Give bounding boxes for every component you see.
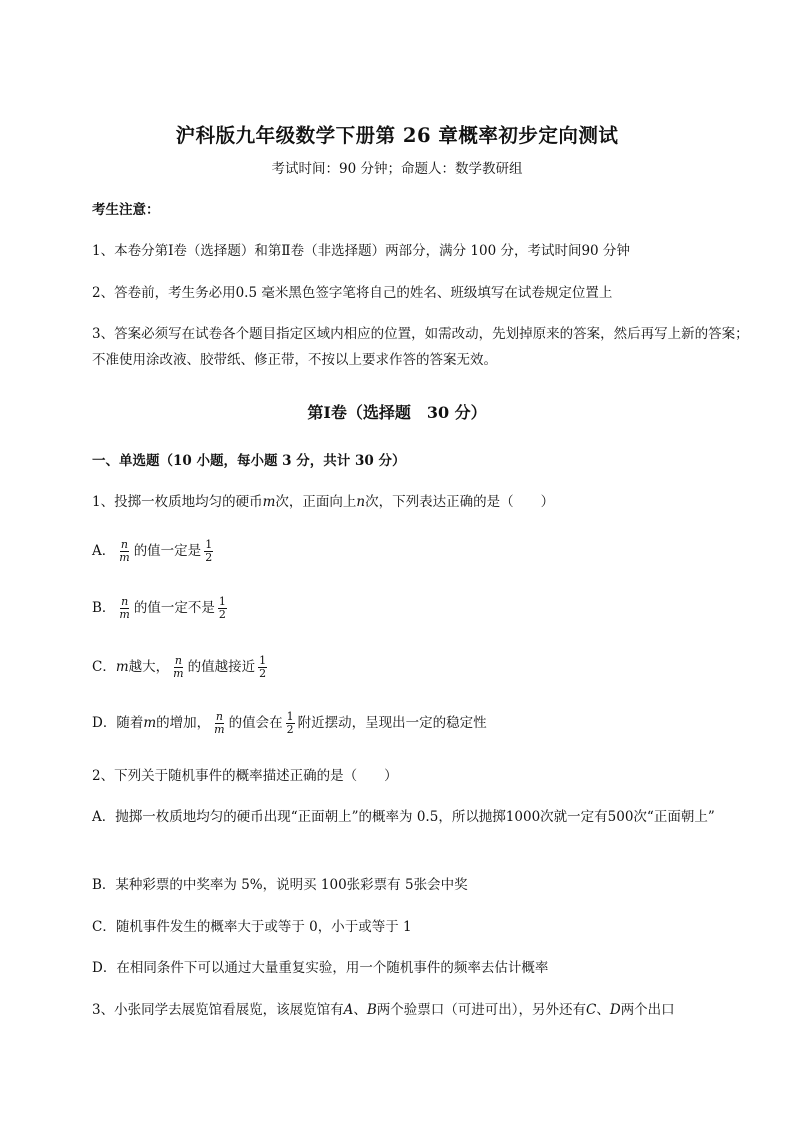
- var-b: B: [366, 1002, 377, 1018]
- question-1-option-a: [92, 539, 216, 564]
- option-text: 的值一定是: [133, 543, 202, 559]
- q1-stem-text: 次，下列表达正确的是（ ）: [365, 494, 555, 510]
- fraction-n-over-m: $\frac{n}{m}$: [214, 710, 225, 736]
- notice-item-2: 2、答卷前，考生务必用0.5 毫米黑色签字笔将自己的姓名、班级填写在试卷规定位置上: [92, 285, 613, 301]
- fraction-one-half: $\frac{1}{2}$: [205, 538, 213, 564]
- option-text: 的增加，: [156, 715, 211, 731]
- notice-item-1: 1、本卷分第Ⅰ卷（选择题）和第Ⅱ卷（非选择题）两部分，满分 100 分，考试时间90 分钟: [92, 243, 630, 259]
- question-1-stem: [92, 491, 554, 513]
- notice-heading: 考生注意：: [92, 202, 160, 218]
- fraction-one-half: $\frac{1}{2}$: [259, 654, 267, 680]
- fraction-n-over-m: $\frac{n}{m}$: [173, 654, 184, 680]
- var-m: m: [262, 494, 276, 510]
- question-2-stem: 2、下列关于随机事件的概率描述正确的是（ ）: [92, 768, 398, 784]
- fraction-one-half: $\frac{1}{2}$: [218, 595, 226, 621]
- question-1-option-b: [92, 596, 230, 621]
- fraction-n-over-m: $\frac{n}{m}$: [119, 538, 130, 564]
- q3-stem-text: 、: [353, 1002, 367, 1018]
- page-title: 沪科版九年级数学下册第 26 章概率初步定向测试: [175, 124, 619, 147]
- q3-stem-text: 、: [596, 1002, 610, 1018]
- q3-stem-text: 3、小张同学去展览馆看展览，该展览馆有: [92, 1002, 344, 1018]
- question-1-option-c: [92, 655, 270, 680]
- question-3-stem: [92, 999, 675, 1021]
- option-text: 的值一定不是: [133, 600, 215, 616]
- option-text: 的值会在: [228, 715, 283, 731]
- fraction-one-half: $\frac{1}{2}$: [286, 710, 294, 736]
- var-m: m: [143, 715, 157, 731]
- var-a: A: [343, 1002, 354, 1018]
- q1-stem-text: 1、投掷一枚质地均匀的硬币: [92, 494, 263, 510]
- var-m: m: [115, 659, 129, 675]
- fraction-n-over-m: $\frac{n}{m}$: [119, 595, 130, 621]
- question-2-option-b: B．某种彩票的中奖率为 5%，说明买 100张彩票有 5张会中奖: [92, 877, 468, 893]
- q3-stem-text: 两个出口: [620, 1002, 675, 1018]
- var-n: n: [356, 494, 366, 510]
- section-title: 第Ⅰ卷（选择题 30 分）: [307, 403, 487, 422]
- option-text: 附近摆动，呈现出一定的稳定性: [297, 715, 487, 731]
- question-2-option-c: C．随机事件发生的概率大于或等于 0，小于或等于 1: [92, 919, 412, 935]
- question-1-option-d: [92, 711, 487, 736]
- var-c: C: [586, 1002, 597, 1018]
- question-2-option-d: D．在相同条件下可以通过大量重复实验，用一个随机事件的频率去估计概率: [92, 960, 549, 976]
- notice-item-3: 3、答案必须写在试卷各个题目指定区域内相应的位置，如需改动，先划掉原来的答案，然后再写上新的答案；不准使用涂改液、胶带纸、修正带，不按以上要求作答的答案无效。: [92, 326, 749, 368]
- question-2-option-a: A．抛掷一枚质地均匀的硬币出现“正面朝上”的概率为 0.5，所以抛掷1000次就一定有500次“正面朝上”: [92, 809, 715, 825]
- exam-info: 考试时间：90 分钟；命题人：数学教研组: [271, 161, 523, 177]
- option-label: D．随着: [92, 715, 144, 731]
- q3-stem-text: 两个验票口（可进可出），另外还有: [376, 1002, 587, 1018]
- option-label: B．: [92, 600, 116, 616]
- var-d: D: [609, 1002, 621, 1018]
- option-label: A．: [92, 543, 116, 559]
- option-text: 的值越接近: [187, 659, 256, 675]
- option-label: C．: [92, 659, 116, 675]
- part-heading: 一、单选题（10 小题，每小题 3 分，共计 30 分）: [92, 453, 406, 469]
- option-text: 越大，: [128, 659, 170, 675]
- q1-stem-text: 次，正面向上: [275, 494, 357, 510]
